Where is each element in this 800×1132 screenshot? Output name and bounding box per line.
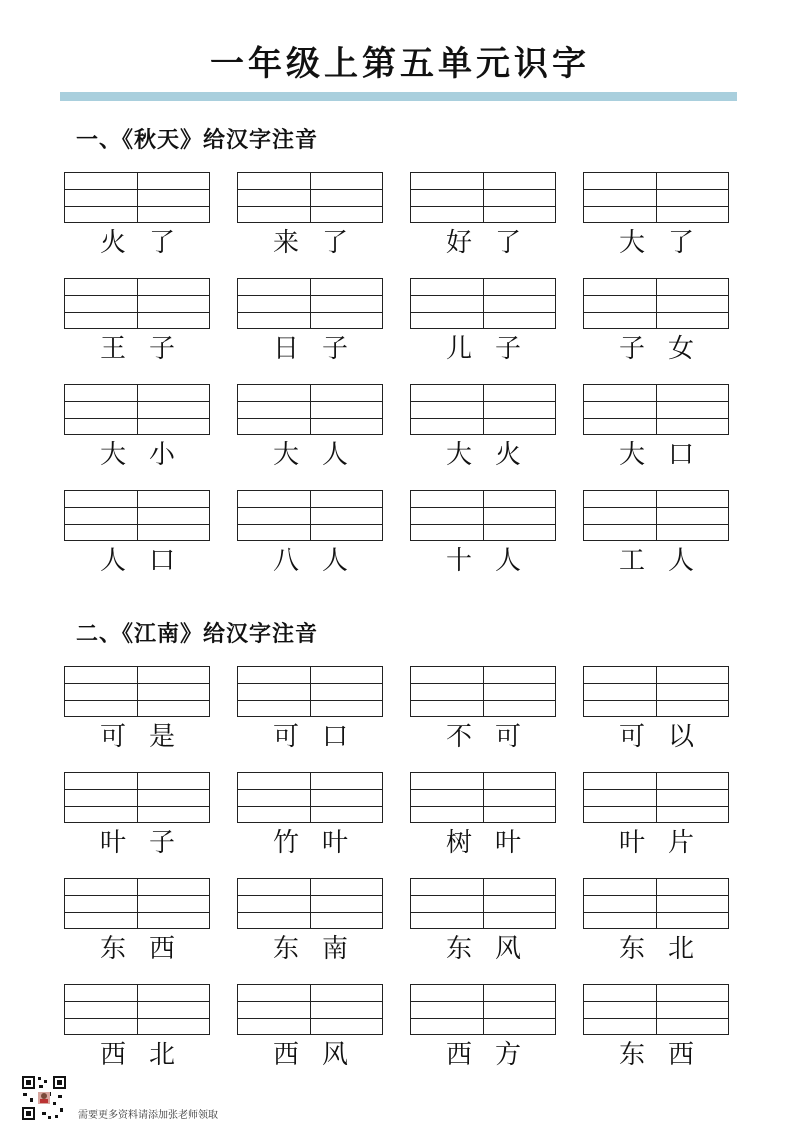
hanzi-character: 了 (148, 228, 175, 258)
hanzi-character: 风 (321, 1040, 348, 1070)
word-cell (62, 772, 212, 872)
hanzi-character: 了 (667, 228, 694, 258)
word-row (62, 666, 732, 766)
word-cell (581, 278, 731, 378)
hanzi-character: 叶 (494, 828, 521, 858)
hanzi-character: 方 (494, 1040, 521, 1070)
pinyin-writing-box[interactable] (64, 666, 210, 717)
hanzi-character: 大 (618, 440, 645, 470)
word-cell (408, 278, 558, 378)
word-characters (408, 826, 558, 860)
pinyin-writing-box[interactable] (583, 172, 729, 223)
pinyin-writing-box[interactable] (583, 666, 729, 717)
pinyin-writing-box[interactable] (410, 984, 556, 1035)
page-title: 一年级上第五单元识字 (210, 44, 590, 84)
hanzi-character: 人 (321, 546, 348, 576)
hanzi-character: 好 (445, 228, 472, 258)
hanzi-character: 口 (148, 546, 175, 576)
hanzi-character: 可 (494, 722, 521, 752)
word-characters (581, 720, 731, 754)
hanzi-character: 大 (272, 440, 299, 470)
word-characters (62, 720, 212, 754)
hanzi-character: 西 (445, 1040, 472, 1070)
hanzi-character: 小 (148, 440, 175, 470)
hanzi-character: 西 (99, 1040, 126, 1070)
word-row (62, 772, 732, 872)
word-row (62, 490, 732, 590)
pinyin-writing-box[interactable] (237, 172, 383, 223)
hanzi-character: 北 (148, 1040, 175, 1070)
footer (20, 1074, 420, 1124)
hanzi-character: 子 (618, 334, 645, 364)
word-characters (235, 1038, 385, 1072)
pinyin-writing-box[interactable] (583, 878, 729, 929)
word-characters (581, 932, 731, 966)
hanzi-character: 东 (445, 934, 472, 964)
hanzi-character: 南 (321, 934, 348, 964)
pinyin-writing-box[interactable] (583, 984, 729, 1035)
word-characters (62, 226, 212, 260)
word-characters (581, 544, 731, 578)
pinyin-writing-box[interactable] (64, 384, 210, 435)
pinyin-writing-box[interactable] (410, 772, 556, 823)
pinyin-writing-box[interactable] (64, 878, 210, 929)
pinyin-writing-box[interactable] (237, 878, 383, 929)
hanzi-character: 八 (272, 546, 299, 576)
word-characters (408, 720, 558, 754)
hanzi-character: 大 (445, 440, 472, 470)
hanzi-character: 十 (445, 546, 472, 576)
word-cell (408, 984, 558, 1084)
word-characters (62, 544, 212, 578)
hanzi-character: 可 (618, 722, 645, 752)
word-cell (62, 490, 212, 590)
word-cell (235, 172, 385, 272)
hanzi-character: 日 (272, 334, 299, 364)
word-characters (235, 438, 385, 472)
word-characters (408, 544, 558, 578)
hanzi-character: 大 (618, 228, 645, 258)
word-cell (62, 666, 212, 766)
word-characters (62, 332, 212, 366)
word-cell (235, 984, 385, 1084)
section-heading-1: 一、《秋天》给汉字注音 (76, 128, 319, 153)
word-cell (235, 278, 385, 378)
pinyin-writing-box[interactable] (237, 984, 383, 1035)
word-characters (235, 226, 385, 260)
word-cell (581, 666, 731, 766)
pinyin-writing-box[interactable] (410, 278, 556, 329)
hanzi-character: 大 (99, 440, 126, 470)
hanzi-character: 东 (272, 934, 299, 964)
word-characters (581, 826, 731, 860)
hanzi-character: 可 (272, 722, 299, 752)
hanzi-character: 片 (667, 828, 694, 858)
word-cell (62, 984, 212, 1084)
hanzi-character: 人 (667, 546, 694, 576)
hanzi-character: 西 (667, 1040, 694, 1070)
qr-code-icon[interactable] (20, 1074, 68, 1122)
hanzi-character: 火 (494, 440, 521, 470)
hanzi-character: 来 (272, 228, 299, 258)
pinyin-writing-box[interactable] (410, 490, 556, 541)
word-cell (408, 772, 558, 872)
pinyin-writing-box[interactable] (410, 384, 556, 435)
word-row (62, 278, 732, 378)
word-characters (581, 332, 731, 366)
pinyin-writing-box[interactable] (583, 490, 729, 541)
word-cell (581, 984, 731, 1084)
word-characters (408, 1038, 558, 1072)
hanzi-character: 东 (618, 1040, 645, 1070)
pinyin-writing-box[interactable] (583, 384, 729, 435)
hanzi-character: 王 (99, 334, 126, 364)
hanzi-character: 子 (148, 828, 175, 858)
hanzi-character: 子 (321, 334, 348, 364)
word-characters (581, 1038, 731, 1072)
word-cell (235, 666, 385, 766)
hanzi-character: 工 (618, 546, 645, 576)
hanzi-character: 风 (494, 934, 521, 964)
section-heading-2: 二、《江南》给汉字注音 (76, 622, 319, 647)
hanzi-character: 叶 (321, 828, 348, 858)
pinyin-writing-box[interactable] (237, 772, 383, 823)
hanzi-character: 人 (494, 546, 521, 576)
word-characters (408, 332, 558, 366)
hanzi-character: 以 (667, 722, 694, 752)
hanzi-character: 西 (148, 934, 175, 964)
hanzi-character: 人 (321, 440, 348, 470)
hanzi-character: 了 (494, 228, 521, 258)
word-characters (408, 438, 558, 472)
word-characters (62, 438, 212, 472)
word-cell (62, 384, 212, 484)
hanzi-character: 东 (618, 934, 645, 964)
hanzi-character: 可 (99, 722, 126, 752)
title-divider (60, 92, 737, 101)
pinyin-writing-box[interactable] (64, 772, 210, 823)
hanzi-character: 子 (494, 334, 521, 364)
word-cell (408, 666, 558, 766)
word-characters (408, 226, 558, 260)
hanzi-character: 叶 (99, 828, 126, 858)
hanzi-character: 西 (272, 1040, 299, 1070)
hanzi-character: 口 (667, 440, 694, 470)
word-cell (235, 878, 385, 978)
pinyin-writing-box[interactable] (237, 666, 383, 717)
word-cell (235, 772, 385, 872)
pinyin-writing-box[interactable] (583, 772, 729, 823)
word-cell (581, 878, 731, 978)
pinyin-writing-box[interactable] (237, 384, 383, 435)
hanzi-character: 口 (321, 722, 348, 752)
word-characters (408, 932, 558, 966)
word-cell (408, 384, 558, 484)
word-row (62, 878, 732, 978)
word-characters (581, 226, 731, 260)
hanzi-character: 火 (99, 228, 126, 258)
word-characters (235, 332, 385, 366)
word-cell (581, 772, 731, 872)
footer-text: 需要更多资料请添加张老师领取 (78, 1110, 218, 1121)
hanzi-character: 树 (445, 828, 472, 858)
word-characters (62, 826, 212, 860)
word-cell (581, 172, 731, 272)
hanzi-character: 了 (321, 228, 348, 258)
word-characters (581, 438, 731, 472)
word-cell (235, 490, 385, 590)
pinyin-writing-box[interactable] (410, 878, 556, 929)
word-cell (62, 172, 212, 272)
word-cell (62, 878, 212, 978)
pinyin-writing-box[interactable] (237, 490, 383, 541)
pinyin-writing-box[interactable] (64, 172, 210, 223)
word-cell (408, 490, 558, 590)
hanzi-character: 东 (99, 934, 126, 964)
hanzi-character: 儿 (445, 334, 472, 364)
hanzi-character: 北 (667, 934, 694, 964)
word-cell (581, 490, 731, 590)
word-characters (235, 544, 385, 578)
hanzi-character: 子 (148, 334, 175, 364)
word-row (62, 384, 732, 484)
word-row (62, 172, 732, 272)
pinyin-writing-box[interactable] (410, 666, 556, 717)
word-cell (235, 384, 385, 484)
word-characters (62, 932, 212, 966)
hanzi-character: 竹 (272, 828, 299, 858)
word-cell (62, 278, 212, 378)
word-cell (408, 878, 558, 978)
hanzi-character: 人 (99, 546, 126, 576)
hanzi-character: 是 (148, 722, 175, 752)
hanzi-character: 叶 (618, 828, 645, 858)
pinyin-writing-box[interactable] (64, 490, 210, 541)
pinyin-writing-box[interactable] (64, 278, 210, 329)
word-cell (408, 172, 558, 272)
word-row (62, 984, 732, 1084)
word-characters (62, 1038, 212, 1072)
pinyin-writing-box[interactable] (583, 278, 729, 329)
hanzi-character: 不 (445, 722, 472, 752)
pinyin-writing-box[interactable] (237, 278, 383, 329)
word-cell (581, 384, 731, 484)
hanzi-character: 女 (667, 334, 694, 364)
pinyin-writing-box[interactable] (64, 984, 210, 1035)
word-characters (235, 932, 385, 966)
word-characters (235, 720, 385, 754)
pinyin-writing-box[interactable] (410, 172, 556, 223)
word-characters (235, 826, 385, 860)
